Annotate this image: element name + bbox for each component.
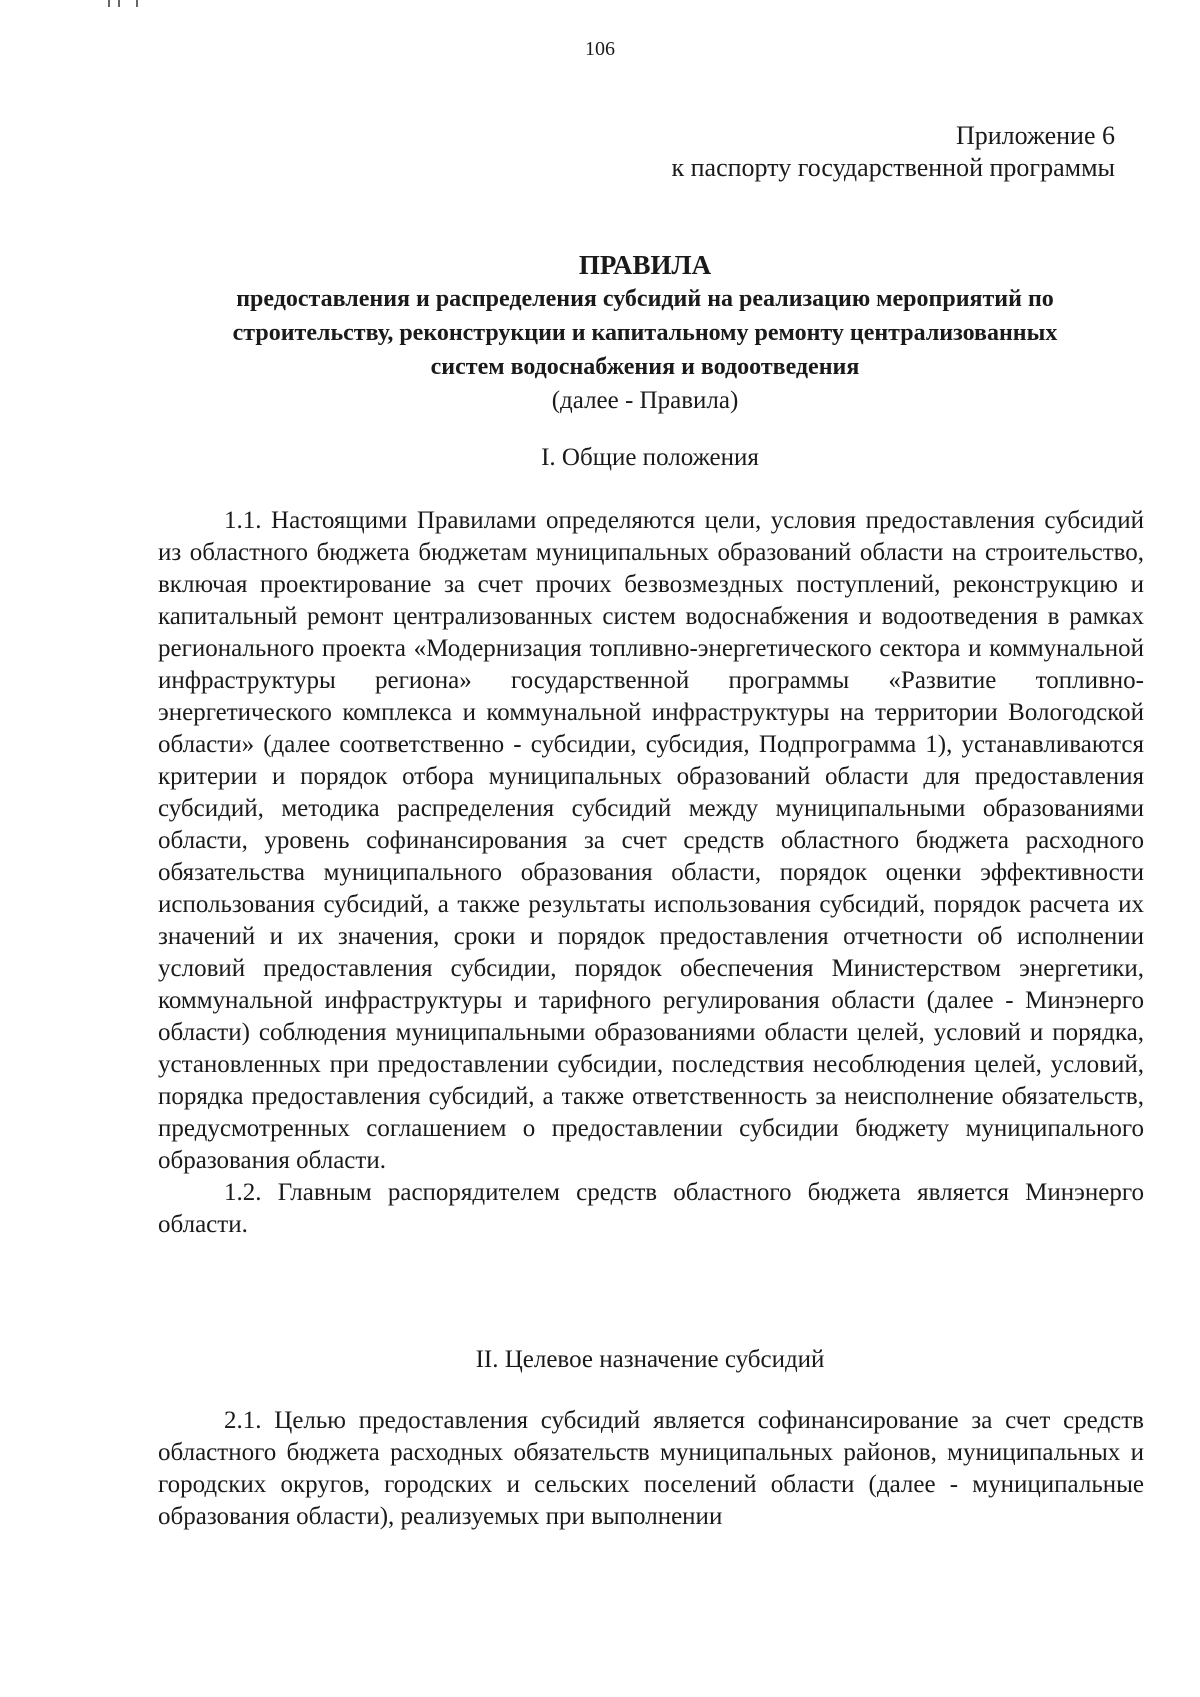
paragraph-1-1: 1.1. Настоящими Правилами определяются цели, условия предоставления субсидий из областного бюджета бюджетам муниципальных образований области на строительство, включая проектирование за счет прочих безвозмездных поступлений, реконструкцию и капитальный ремонт централизованных систем водоснабжения и водоотведения в рамках регионального проекта «Модернизация топливно-энергетического сектора и коммунальной инфраструктуры региона» государственной программы «Развитие топливно-энергетического комплекса и коммунальной инфраструктуры на территории Вологодской области» (далее соответственно - субсидии, субсидия, Подпрограмма 1), устанавливаются критерии и порядок отбора муниципальных образований области для предоставления субсидий, методика распределения субсидий между муниципальными образованиями области, уровень софинансирования за счет средств областного бюджета расходного обязательства муниципального образования области, порядок оценки эффективности использования субсидий, а также результаты использования субсидий, порядок расчета их значений и их значения, сроки и порядок предоставления отчетности об исполнении условий предоставления субсидии, порядок обеспечения Министерством энергетики, коммунальной инфраструктуры и тарифного регулирования области (далее - Минэнерго области) соблюдения муниципальными образованиями области целей, условий и порядка, установленных при предоставлении субсидии, последствия несоблюдения целей, условий, порядка предоставления субсидий, а также ответственность за неисполнение обязательств, предусмотренных соглашением о предоставлении субсидии бюджету муниципального образования области. <box>158 507 1144 1174</box>
scan-artifact <box>108 0 110 7</box>
document-subtitle-line: строительству, реконструкции и капитальному ремонту централизованных <box>232 320 1058 346</box>
scan-artifact <box>136 0 138 7</box>
page-number: 106 <box>585 38 615 60</box>
section-heading-general-provisions: I. Общие положения <box>541 444 759 471</box>
title-block <box>150 248 1140 418</box>
appendix-reference <box>415 120 1115 184</box>
document-subtitle-line: предоставления и распределения субсидий на реализацию мероприятий по <box>236 286 1054 312</box>
document-note: (далее - Правила) <box>551 387 739 414</box>
appendix-line-2: к паспорту государственной программы <box>671 153 1115 182</box>
scan-artifact <box>118 0 120 7</box>
paragraph-2-1: 2.1. Целью предоставления субсидий является софинансирование за счет средств областного бюджета расходных обязательств муниципальных районов, муниципальных и городских округов, городских и сельских поселений области (далее - муниципальные образования области), реализуемых при выполнении <box>158 1407 1144 1530</box>
section-heading-purpose: II. Целевое назначение субсидий <box>475 1346 825 1373</box>
document-title: ПРАВИЛА <box>578 250 712 280</box>
section-2-body <box>158 1405 1144 1533</box>
document-subtitle-line: систем водоснабжения и водоотведения <box>430 354 860 380</box>
paragraph-1-2: 1.2. Главным распорядителем средств областного бюджета является Минэнерго области. <box>158 1179 1144 1238</box>
section-1-body <box>158 505 1144 1241</box>
appendix-line-1: Приложение 6 <box>955 121 1115 150</box>
